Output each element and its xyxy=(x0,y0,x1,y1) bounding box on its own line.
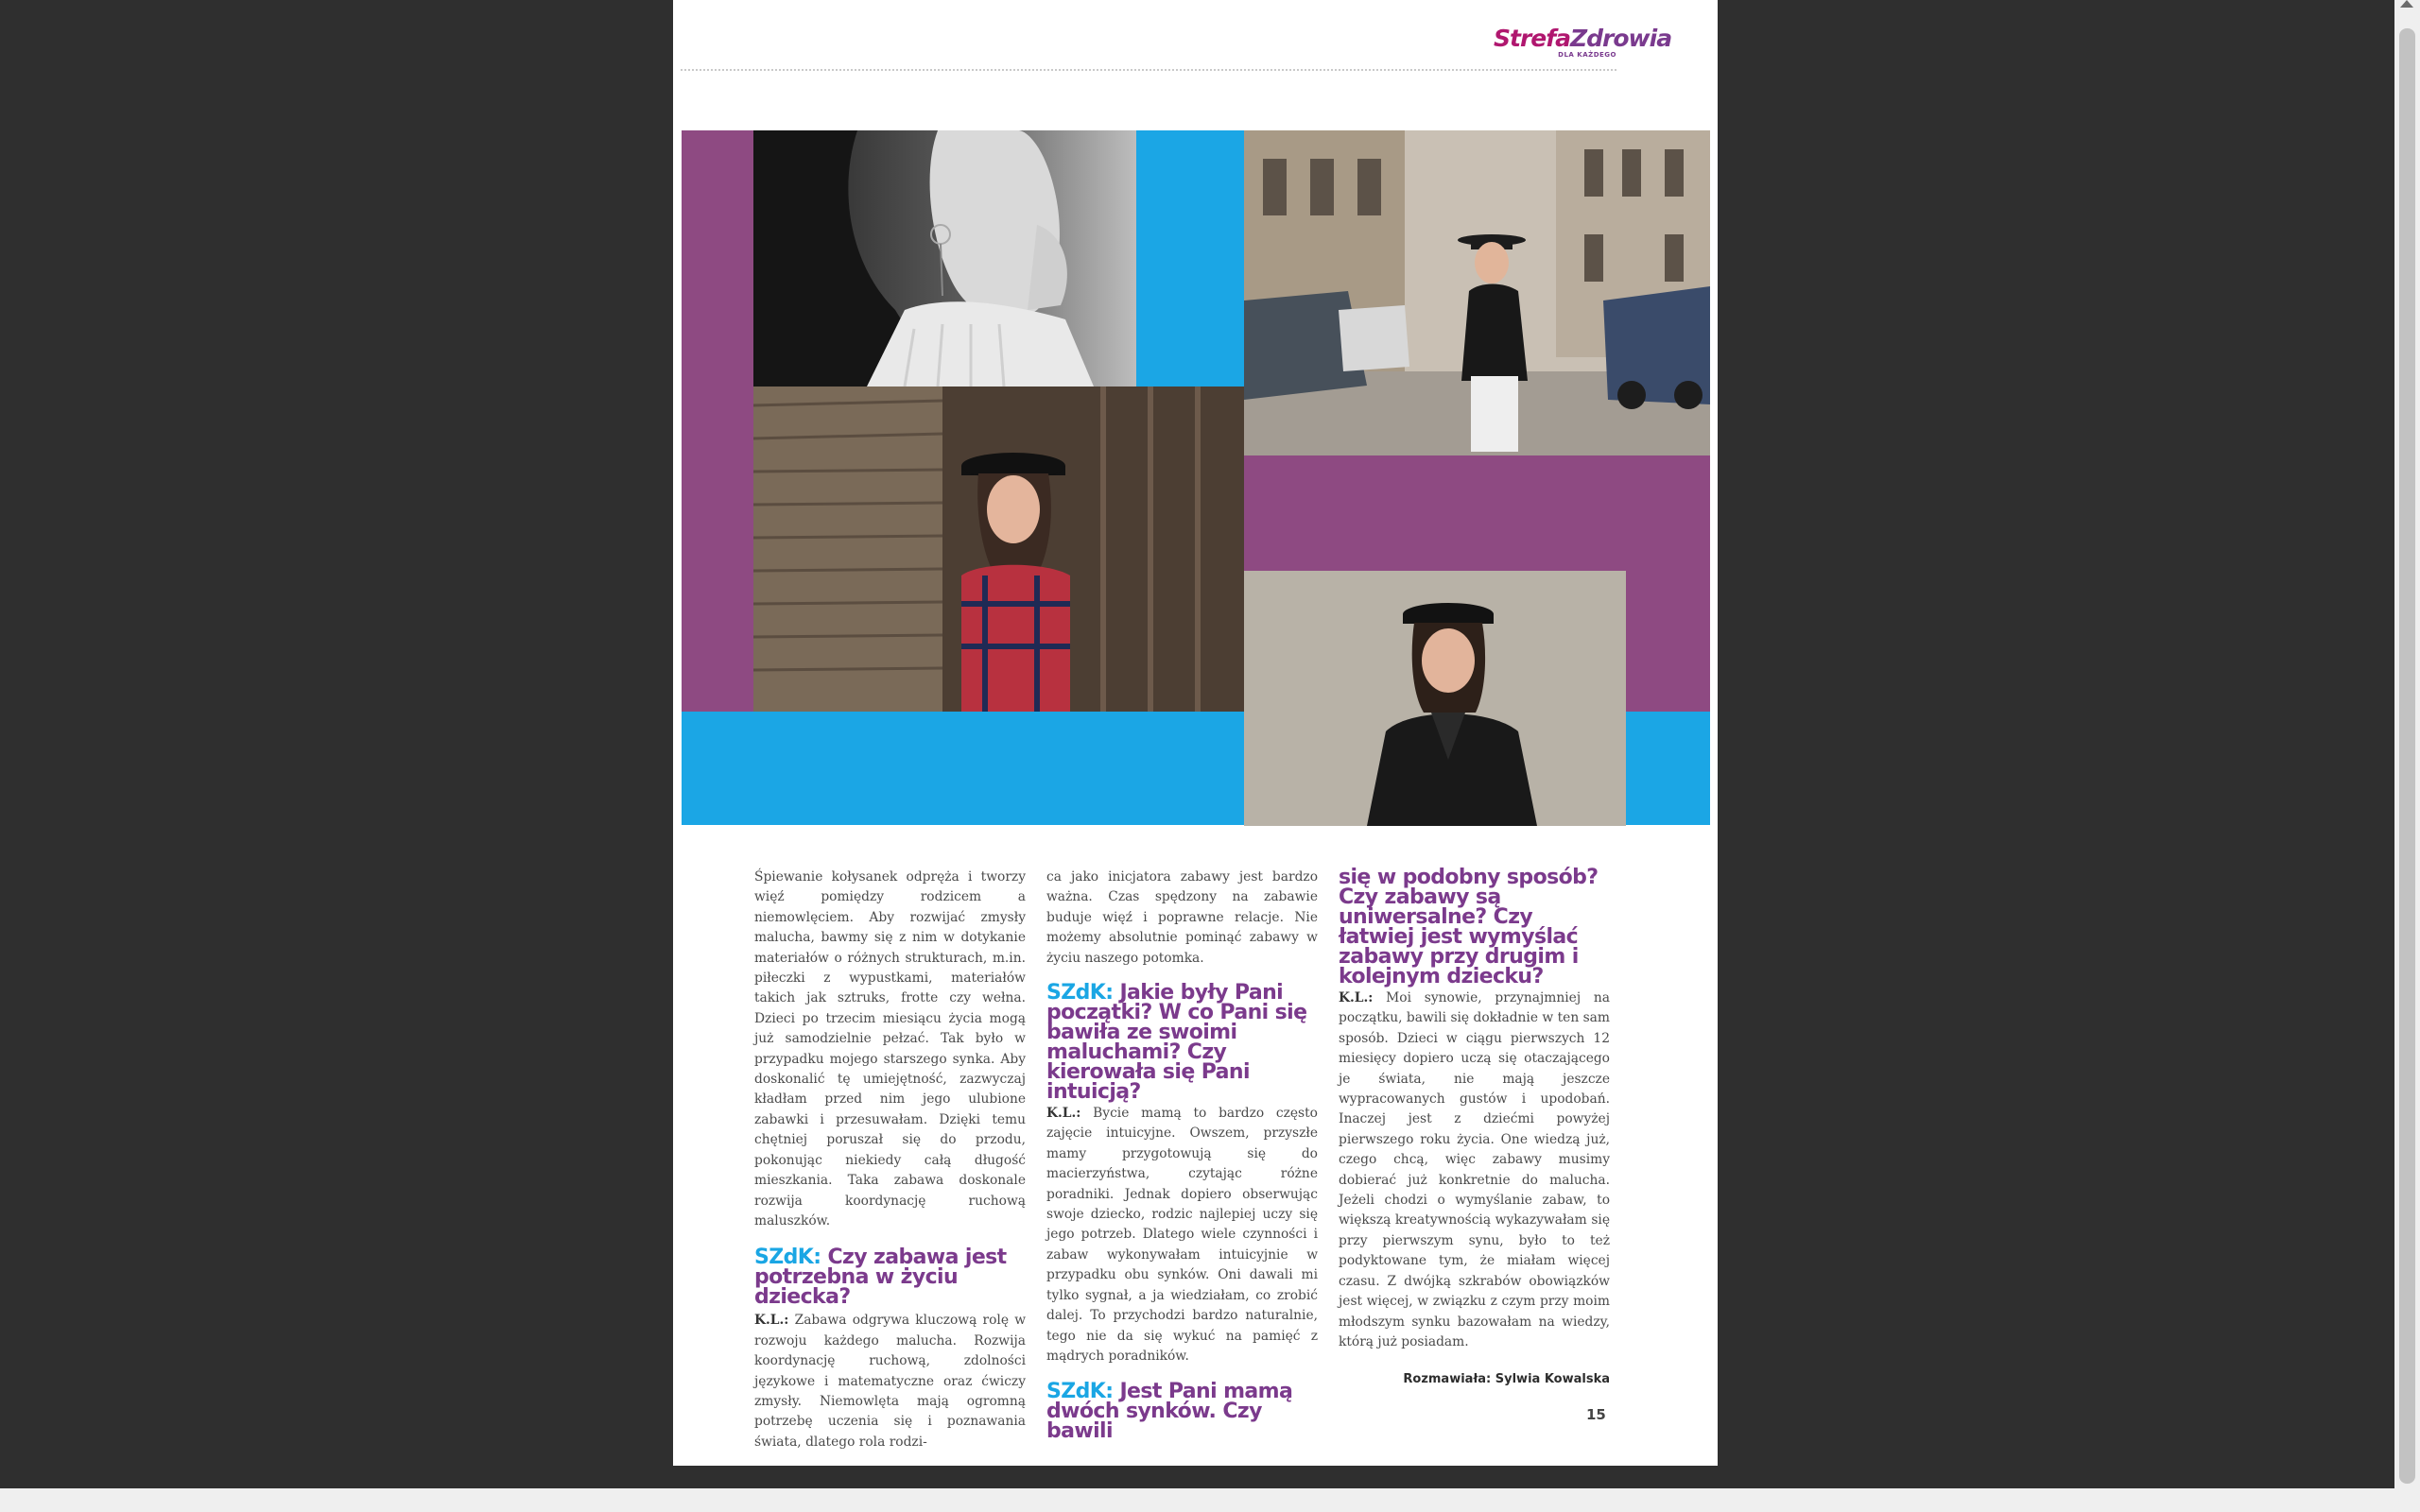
author-signature: Rozmawiała: Sylwia Kowalska xyxy=(1403,1372,1610,1387)
interview-question-continued: się w podobny sposób? Czy zabawy są uniwersalne? Czy łatwiej jest wymyślać zabawy przy drugim i kolejnym dziecku? xyxy=(1339,866,1599,988)
article-column-3 xyxy=(1339,868,1610,1390)
photo-icon xyxy=(1244,571,1626,826)
logo-subtitle: DLA KAŻDEGO xyxy=(1558,51,1616,59)
interview-question: SZdK: Jakie były Pani początki? W co Pani się bawiła ze swoimi maluchami? Czy kierowała się Pani intuicją? xyxy=(1046,981,1307,1105)
photo-icon xyxy=(1244,130,1710,455)
logo-wordmark: StrefaZdrowia xyxy=(1494,25,1672,52)
photo-wooden-wall xyxy=(753,387,1244,712)
horizontal-scrollbar[interactable] xyxy=(0,1488,2420,1512)
article-column-1 xyxy=(754,868,1026,1452)
interview-question: SZdK: Czy zabawa jest potrzebna w życiu dziecka? xyxy=(754,1246,1007,1310)
photo-grey-wall xyxy=(1244,571,1626,826)
header-divider xyxy=(681,69,1616,71)
interview-question: SZdK: Jest Pani mamą dwóch synków. Czy bawili xyxy=(1046,1380,1293,1444)
photo-icon xyxy=(753,387,1244,712)
interview-answer: K.L.: Bycie mamą to bardzo często zajęcie intuicyjne. Owszem, przyszłe mamy przygotowują się do macierzyństwa, czytając różne poradniki. Jednak dopiero obserwując swoje dziecko, rodzic najlepiej uczy się jego potrzeb. Dlatego wiele czynności i zabaw wykonywałam intuicyjnie w przypadku obu synków. Oni dawali mi tylko sygnał, a ja wiedziałam, co zrobić dalej. To przychodzi bardzo naturalnie, tego nie da się wykuć na pamięć z mądrych poradników. xyxy=(1046,1106,1318,1364)
interview-answer: K.L.: Zabawa odgrywa kluczową rolę w rozwoju każdego malucha. Rozwija koordynację ruchową, zdolności językowe i matematyczne oraz ćwiczy zmysły. Niemowlęta mają ogromną potrzebę uczenia się i poznawania świata, dlatego rola rodzi- xyxy=(754,1313,1026,1450)
collage-blue-top xyxy=(1135,130,1244,387)
scroll-up-arrow-icon[interactable] xyxy=(2400,0,2413,8)
scroll-thumb[interactable] xyxy=(2399,28,2415,1484)
paragraph: Śpiewanie kołysanek odpręża i tworzy więź pomiędzy rodzicem a niemowlęciem. Aby rozwijać zmysły malucha, bawmy się z nim w dotykanie materiałów o różnych strukturach, m.in. piłeczki z wypustkami, materiałów takich jak sztruks, frotte czy wełna. Dzieci po trzecim miesiącu życia mogą już samodzielnie pełzać. Tak było w przypadku mojego starszego synka. Aby doskonalić tę umiejętność, zazwyczaj kładłam przed nim jego ulubione zabawki i przesuwałam. Dzięki temu chętniej poruszał się do przodu, pokonując niekiedy całą długość mieszkania. Taka zabawa doskonale rozwija koordynację ruchową maluszków. xyxy=(754,869,1026,1228)
paragraph: ca jako inicjatora zabawy jest bardzo ważna. Czas spędzony na zabawie buduje więź i poprawne relacje. Nie możemy absolutnie pominąć zabawy w życiu naszego potomka. xyxy=(1046,869,1318,966)
vertical-scrollbar[interactable] xyxy=(2394,0,2420,1488)
photo-portrait-bw xyxy=(753,130,1136,387)
interview-answer: K.L.: Moi synowie, przynajmniej na początku, bawili się dokładnie w ten sam sposób. Dzieci w ciągu pierwszych 12 miesięcy dopiero uczą się otaczającego je świata, nie mają jeszcze wypracowanych gustów i upodobań. Inaczej jest z dziećmi powyżej pierwszego roku życia. One wiedzą już, czego chcą, więc zabawy musimy dobierać już konkretnie do malucha. Jeżeli chodzi o wymyślanie zabaw, to większą kreatywnością wykazywałam się przy pierwszym synu, było to też podyktowane tym, że miałam więcej czasu. Z dwójką szkrabów obowiązków jest więcej, w związku z czym przy moim młodszym synku bazowałam na wiedzy, którą już posiadam. xyxy=(1339,990,1610,1349)
photo-icon xyxy=(753,130,1136,387)
collage-purple-left xyxy=(682,130,753,713)
magazine-page xyxy=(673,0,1718,1466)
photo-street-city xyxy=(1244,130,1710,455)
page-number: 15 xyxy=(1586,1406,1606,1423)
article-column-2 xyxy=(1046,868,1318,1444)
strefa-zdrowia-logo xyxy=(1494,25,1672,60)
